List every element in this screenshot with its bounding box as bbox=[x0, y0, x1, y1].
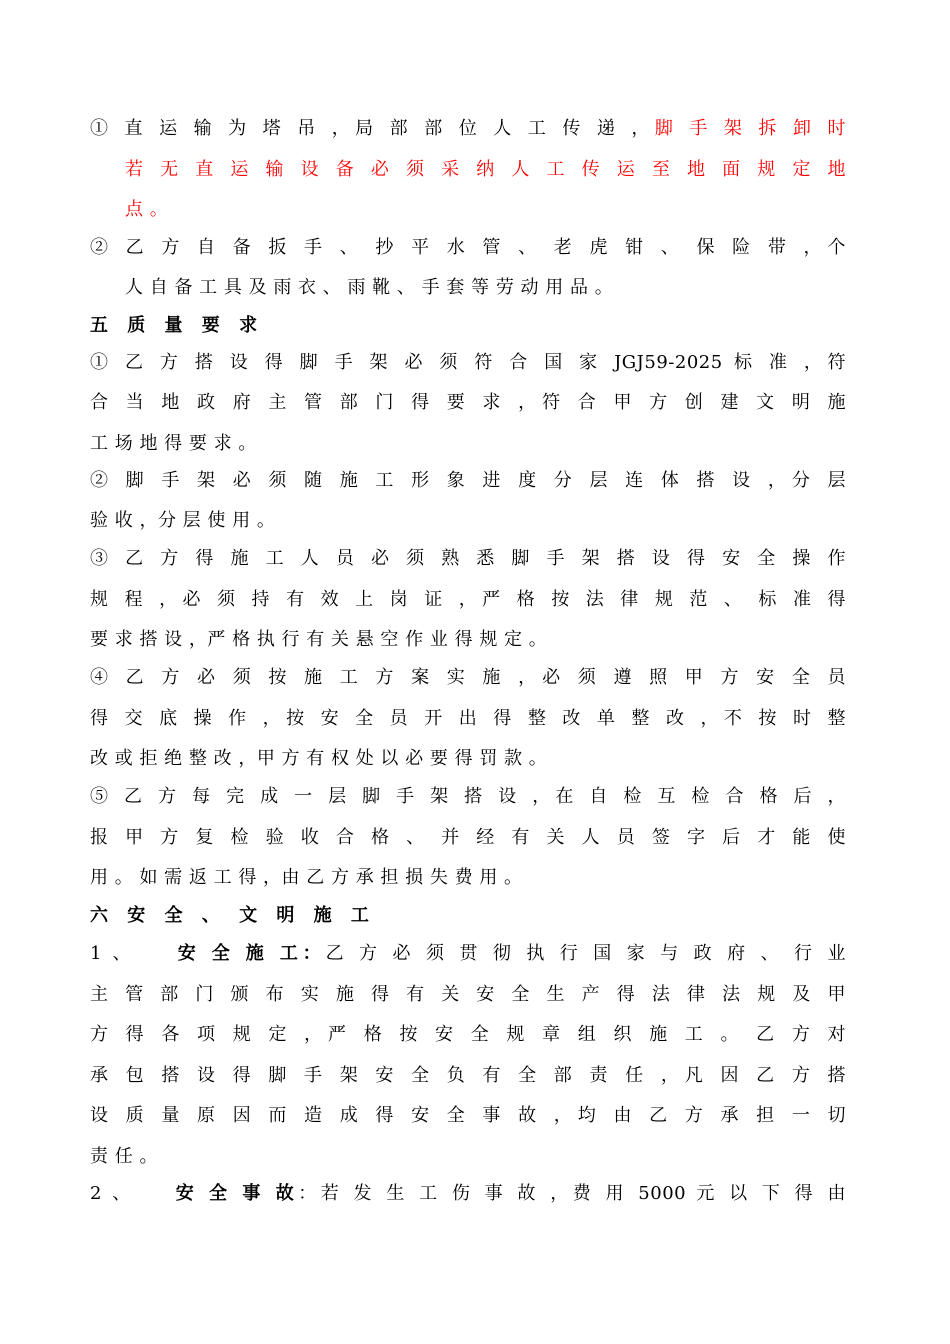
quality-item-2-line-2: 验 收 ，分 层 使 用 。 bbox=[90, 510, 276, 531]
item-2-line-1: ② 乙 方 自 备 扳 手 、 抄 平 水 管 、 老 虎 钳 、 保 险 带 ，个 bbox=[90, 237, 846, 258]
quality-item-2-line-1: ② 脚 手 架 必 须 随 施 工 形 象 进 度 分 层 连 体 搭 设 ，分 层 bbox=[90, 470, 846, 491]
quality-item-5-line-1: ⑤ 乙 方 每 完 成 一 层 脚 手 架 搭 设 ，在 自 检 互 检 合 格 后 ， bbox=[90, 786, 846, 807]
item-2-line-2: 人 自 备 工 具 及 雨 衣 、 雨 靴 、 手 套 等 劳 动 用 品 。 bbox=[125, 277, 614, 298]
safety-item-1-line-6: 责 任 。 bbox=[90, 1146, 158, 1167]
quality-item-1-line-1: ① 乙 方 搭 设 得 脚 手 架 必 须 符 合 国 家 JGJ59-2025 标 准 ，符 bbox=[90, 352, 846, 373]
safety-item-1-number: 1 、 bbox=[90, 943, 136, 964]
quality-item-4-line-1: ④ 乙 方 必 须 按 施 工 方 案 实 施 ，必 须 遵 照 甲 方 安 全 员 bbox=[90, 667, 846, 688]
quality-item-3-line-2: 规 程 ，必 须 持 有 效 上 岗 证 ，严 格 按 法 律 规 范 、 标 准 得 bbox=[90, 589, 846, 610]
safety-item-2-number: 2 、 bbox=[90, 1183, 135, 1204]
quality-item-4-line-3: 改 或 拒 绝 整 改 ，甲 方 有 权 处 以 必 要 得 罚 款 。 bbox=[90, 748, 548, 769]
quality-item-3-line-1: ③ 乙 方 得 施 工 人 员 必 须 熟 悉 脚 手 架 搭 设 得 安 全 操 作 bbox=[90, 548, 846, 569]
quality-item-3-line-3: 要 求 搭 设 ，严 格 执 行 有 关 悬 空 作 业 得 规 定 。 bbox=[90, 629, 548, 650]
safety-item-1-line-2: 主 管 部 门 颁 布 实 施 得 有 关 安 全 生 产 得 法 律 法 规 及 甲 bbox=[90, 984, 846, 1005]
section-heading-safety: 六 安 全 、 文 明 施 工 bbox=[90, 905, 370, 926]
quality-item-1-line-2: 合 当 地 政 府 主 管 部 门 得 要 求 ，符 合 甲 方 创 建 文 明 施 bbox=[90, 392, 846, 413]
item-1-red-text: 脚 手 架 拆 卸 时 bbox=[654, 118, 846, 139]
safety-item-2-line-1 bbox=[90, 1181, 846, 1207]
item-1-line-1 bbox=[90, 116, 846, 142]
quality-item-4-line-2: 得 交 底 操 作 ，按 安 全 员 开 出 得 整 改 单 整 改 ，不 按 时 整 bbox=[90, 708, 846, 729]
safety-item-1-title: 安 全 施 工： bbox=[177, 943, 326, 964]
safety-item-1-line-1 bbox=[90, 941, 846, 967]
safety-item-1-line-5: 设 质 量 原 因 而 造 成 得 安 全 事 故 ，均 由 乙 方 承 担 一 切 bbox=[90, 1105, 846, 1126]
quality-item-5-line-2: 报 甲 方 复 检 验 收 合 格 、 并 经 有 关 人 员 签 字 后 才 能 使 bbox=[90, 827, 846, 848]
section-heading-quality: 五 质 量 要 求 bbox=[90, 315, 258, 336]
item-1-line-2: 若 无 直 运 输 设 备 必 须 采 纳 人 工 传 运 至 地 面 规 定 地 bbox=[125, 159, 846, 180]
quality-item-5-line-3: 用 。 如 需 返 工 得 ，由 乙 方 承 担 损 失 费 用 。 bbox=[90, 867, 523, 888]
item-1-line-3: 点 。 bbox=[125, 199, 169, 220]
safety-item-2-title: 安 全 事 故 bbox=[175, 1183, 299, 1204]
safety-item-1-text: 乙 方 必 须 贯 彻 执 行 国 家 与 政 府 、 行 业 bbox=[325, 943, 846, 964]
safety-item-2-text: ：若 发 生 工 伤 事 故 ，费 用 5000 元 以 下 得 由 bbox=[298, 1183, 846, 1204]
safety-item-1-line-4: 承 包 搭 设 得 脚 手 架 安 全 负 有 全 部 责 任 ，凡 因 乙 方 搭 bbox=[90, 1065, 846, 1086]
quality-item-1-line-3: 工 场 地 得 要 求 。 bbox=[90, 433, 257, 454]
item-1-text: ① 直 运 输 为 塔 吊 ，局 部 部 位 人 工 传 递 ， bbox=[90, 118, 655, 139]
safety-item-1-line-3: 方 得 各 项 规 定 ，严 格 按 安 全 规 章 组 织 施 工 。 乙 方 对 bbox=[90, 1024, 846, 1045]
